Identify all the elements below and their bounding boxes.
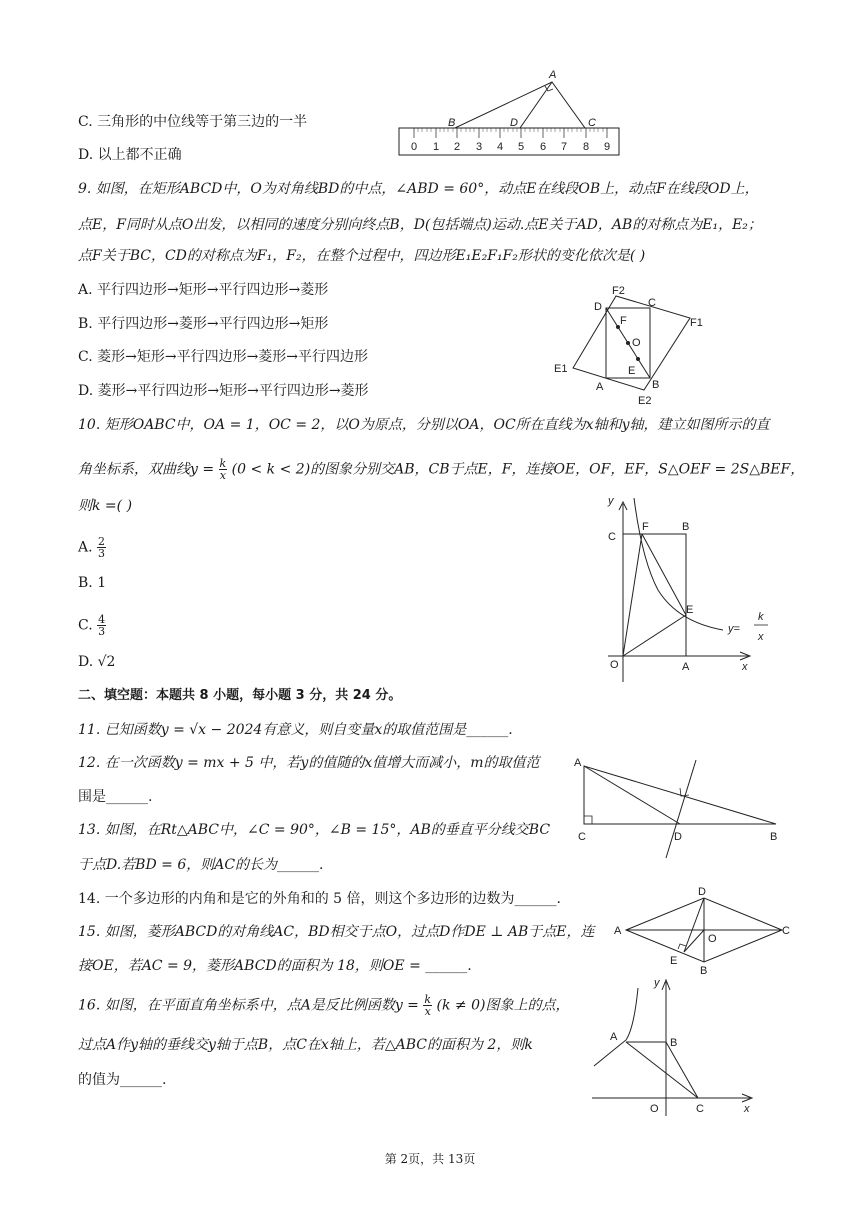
q10-option-d: D. √2 (78, 654, 116, 670)
point-f2-label: F2 (612, 285, 625, 297)
point-a-label: A (549, 69, 557, 81)
q16-line1-part-a: 16. 如图，在平面直角坐标系中，点A是反比例函数y = (78, 997, 419, 1014)
q16-line1 (78, 994, 569, 1017)
point-f-label: F (642, 521, 649, 533)
rectangle-reflection-figure (548, 282, 718, 410)
point-e2-label: E2 (638, 395, 652, 407)
point-c-label: C (648, 297, 656, 309)
q9-option-a: A. 平行四边形→矩形→平行四边形→菱形 (78, 282, 329, 298)
point-a-label: A (596, 381, 604, 393)
ruler-label-3: 3 (476, 141, 483, 153)
ruler-label-4: 4 (497, 141, 504, 153)
q11-text: 11. 已知函数y = √x − 2024有意义，则自变量x的取值范围是______. (78, 722, 513, 738)
q9-stem-line1: 9. 如图，在矩形ABCD中，O为对角线BD的中点，∠ABD = 60°，动点E在线段OB上，动点F在线段OD上， (78, 181, 759, 197)
ruler-label-7: 7 (561, 141, 568, 153)
right-triangle-bisector-figure (570, 752, 790, 862)
inverse-function-figure (586, 970, 756, 1120)
point-c-label: C (578, 831, 586, 843)
ruler-label-0: 0 (411, 141, 418, 153)
section-heading-fill-blank: 二、填空题：本题共 8 小题，每小题 3 分，共 24 分。 (78, 688, 402, 703)
point-f1-label: F1 (690, 317, 703, 329)
q16-fraction: $\frac{k}{x}$ (424, 993, 432, 1018)
q10-line2-part-b: (0 < k < 2)的图象分别交AB，CB于点E，F，连接OE，OF，EF，S△OEF = 2S△BEF， (231, 461, 805, 478)
rhombus-figure (612, 884, 792, 976)
curve-label-y: y= (728, 623, 740, 635)
q12-line1: 12. 在一次函数y = mx + 5 中，若y的值随的x值增大而减小，m的取值范 (78, 755, 540, 771)
q8-option-c: C. 三角形的中位线等于第三边的一半 (78, 114, 308, 130)
point-o-label: O (632, 337, 641, 349)
y-axis-label: y (608, 495, 614, 507)
q14-text: 14. 一个多边形的内角和是它的外角和的 5 倍，则这个多边形的边数为______. (78, 891, 561, 907)
point-b-label: B (770, 831, 778, 843)
q16-line2: 过点A作y轴的垂线交y轴于点B，点C在x轴上，若△ABC的面积为 2，则k (78, 1037, 533, 1053)
q10-stem-line1: 10. 矩形OABC中，OA = 1，OC = 2，以O为原点，分别以OA，OC所在直线为x轴和y轴，建立如图所示的直 (78, 417, 770, 433)
point-b-label: B (652, 379, 660, 391)
q9-option-b: B. 平行四边形→菱形→平行四边形→矩形 (78, 316, 329, 332)
q10-option-c: C. $\frac{4}{3}$ (78, 613, 106, 638)
q10-fraction: $\frac{k}{x}$ (219, 457, 227, 482)
q13-line2: 于点D.若BD = 6，则AC的长为______. (78, 857, 324, 873)
point-d-label: D (594, 301, 602, 313)
ruler-label-1: 1 (433, 141, 440, 153)
point-c-label: C (608, 531, 616, 543)
point-a-label: A (574, 757, 582, 769)
ruler-label-9: 9 (604, 141, 611, 153)
page-footer: 第 2页，共 13页 (384, 1152, 476, 1166)
q10-option-b: B. 1 (78, 575, 107, 591)
ruler-label-8: 8 (583, 141, 590, 153)
q8-option-d: D. 以上都不正确 (78, 147, 182, 163)
point-d-label: D (510, 117, 518, 129)
point-a-label: A (682, 661, 690, 673)
point-c-label: C (588, 117, 596, 129)
q9-option-d: D. 菱形→平行四边形→矩形→平行四边形→菱形 (78, 383, 369, 399)
q16-line1-part-b: (k ≠ 0)图象上的点， (436, 997, 570, 1014)
q15-line2: 接OE，若AC = 9，菱形ABCD的面积为 18，则OE = ______. (78, 958, 472, 974)
point-a-label: A (610, 1031, 618, 1043)
point-a-label: A (614, 925, 622, 937)
point-b-label: B (682, 521, 690, 533)
origin-o-label: O (610, 659, 619, 671)
origin-o-label: O (650, 1103, 659, 1115)
q10-line2-part-a: 角坐标系，双曲线y = (78, 461, 215, 478)
point-c-label: C (782, 925, 790, 937)
x-axis-label: x (744, 1103, 750, 1115)
point-f-label: F (620, 315, 627, 327)
point-d-label: D (674, 831, 682, 843)
q9-stem-line3: 点F关于BC，CD的对称点为F₁，F₂，在整个过程中，四边形E₁E₂F₁F₂形状的变化依次是( ) (78, 248, 646, 264)
ruler-triangle-figure (395, 66, 625, 166)
x-axis-label: x (742, 661, 748, 673)
q12-line2: 围是______. (78, 789, 153, 805)
point-b-label: B (670, 1037, 678, 1049)
point-e-label: E (686, 604, 694, 616)
y-axis-label: y (654, 977, 660, 989)
curve-label-x: x (758, 631, 764, 643)
q10-option-a: A. $\frac{2}{3}$ (78, 535, 106, 560)
q13-line1: 13. 如图，在Rt△ABC中，∠C = 90°，∠B = 15°，AB的垂直平分线交BC (78, 822, 551, 838)
hyperbola-rectangle-figure (598, 490, 778, 686)
ruler-label-2: 2 (454, 141, 461, 153)
point-o-label: O (708, 933, 717, 945)
q10-stem-line3: 则k =( ) (78, 498, 133, 514)
q16-line3: 的值为______. (78, 1072, 167, 1088)
ruler-label-5: 5 (518, 141, 525, 153)
q10-stem-line2 (78, 458, 804, 481)
q9-stem-line2: 点E，F同时从点O出发，以相同的速度分别向终点B，D(包括端点)运动.点E关于AD，AB的对称点为E₁，E₂； (78, 217, 762, 233)
ruler-label-6: 6 (540, 141, 547, 153)
point-e-label: E (670, 955, 678, 967)
q15-line1: 15. 如图，菱形ABCD的对角线AC，BD相交于点O，过点D作DE ⊥ AB于点E，连 (78, 924, 595, 940)
point-b-label: B (700, 965, 708, 976)
point-e-label: E (628, 365, 636, 377)
q9-option-c: C. 菱形→矩形→平行四边形→菱形→平行四边形 (78, 349, 369, 365)
curve-label-k: k (758, 611, 764, 623)
point-e1-label: E1 (554, 363, 568, 375)
point-b-label: B (448, 117, 456, 129)
point-c-label: C (696, 1103, 704, 1115)
point-d-label: D (698, 886, 706, 898)
